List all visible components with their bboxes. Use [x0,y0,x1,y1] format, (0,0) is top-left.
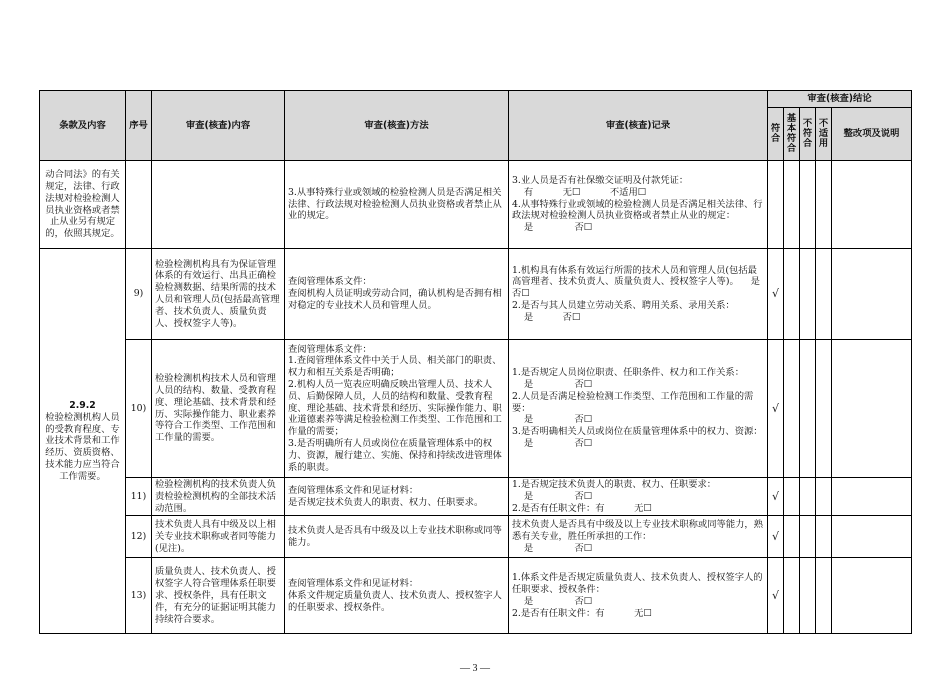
rectify-cell [832,516,912,558]
content-cell: 质量负责人、技术负责人、授权签字人符合管理体系任职要求、授权条件，具有任职文件，有充分的证据证明其能力持续符合要求。 [152,558,285,634]
check-nonconform [800,558,816,634]
check-nonconform [800,340,816,478]
seq-cell: 12) [126,516,152,558]
check-nonconform [800,478,816,516]
check-nonconform [800,161,816,249]
check-conform: √ [768,478,784,516]
record-cell: 技术负责人是否具有中级及以上专业技术职称或同等能力，熟悉有关专业，胜任所承担的工作： 是 否☐ [509,516,768,558]
content-cell: 检验检测机构技术人员和管理人员的结构、数量、受教育程度、理论基础、技术背景和经历、实际操作能力、职业素养等符合工作类型、工作范围和工作量的需要。 [152,340,285,478]
clause-cell: 动合同法》的有关规定，法律、行政法规对检验检测人员执业资格或者禁止从业另有规定的，依照其规定。 [40,161,126,249]
check-basic [784,249,800,340]
method-cell: 技术负责人是否具有中级及以上专业技术职称或同等能力。 [285,516,509,558]
record-cell: 1.机构具有体系有效运行所需的技术人员和管理人员(包括最高管理者、技术负责人、质量负责人、授权签字人等)。 是 否☐ 2.是否与其人员建立劳动关系、聘用关系、录用关系： 是 否☐ [509,249,768,340]
content-cell: 检验检测机构具有为保证管理体系的有效运行、出具正确检验检测数据、结果所需的技术人员和管理人员(包括最高管理者、技术负责人、质量负责人、授权签字人等)。 [152,249,285,340]
check-na [816,249,832,340]
content-cell [152,161,285,249]
header-clause: 条款及内容 [40,91,126,161]
rectify-cell [832,558,912,634]
rectify-cell [832,340,912,478]
seq-cell: 11) [126,478,152,516]
clause-text: 检验检测机构人员的受教育程度、专业技术背景和工作经历、资质资格、技术能力应当符合工作需要。 [45,411,120,482]
seq-cell: 13) [126,558,152,634]
table-row [40,516,912,558]
content-cell: 技术负责人具有中级及以上相关专业技术职称或者同等能力(见注)。 [152,516,285,558]
table-row [40,478,912,516]
check-nonconform [800,516,816,558]
check-basic [784,516,800,558]
table-row [40,249,912,340]
header-basic-conform: 基 本 符 合 [784,108,800,161]
seq-cell [126,161,152,249]
method-cell: 查阅管理体系文件： 查阅机构人员证明或劳动合同，确认机构是否拥有相对稳定的专业技术人员和管理人员。 [285,249,509,340]
method-cell: 查阅管理体系文件： 1.查阅管理体系文件中关于人员、相关部门的职责、权力和相互关系是否明确； 2.机构人员一览表应明确反映出管理人员、技术人员、后勤保障人员，人员的结构和数量、受教育程度、理论基础、技术背景和经历、实际操作能力、职业道德素养等满足检验检测工作类型、工作范围和工作量的需要； 3.是否明确所有人员或岗位在质量管理体系中的权力、资源，履行建立、实施、保持和持续改进管理体系的职责。 [285,340,509,478]
check-na [816,558,832,634]
page-number: — 3 — [460,663,490,674]
header-record: 审查(核查)记录 [509,91,768,161]
seq-cell: 10) [126,340,152,478]
check-basic [784,340,800,478]
header-seq: 序号 [126,91,152,161]
method-cell: 查阅管理体系文件和见证材料： 体系文件规定质量负责人、技术负责人、授权签字人的任职要求、授权条件。 [285,558,509,634]
check-conform: √ [768,249,784,340]
method-cell: 3.从事特殊行业或领域的检验检测人员是否满足相关法律、行政法规对检验检测人员执业资格或者禁止从业的规定。 [285,161,509,249]
check-na [816,516,832,558]
table-row [40,340,912,478]
check-na [816,340,832,478]
audit-table [39,90,912,634]
check-conform: √ [768,558,784,634]
header-conform: 符 合 [768,108,784,161]
clause-number: 2.9.2 [69,399,96,411]
record-cell: 1.是否规定人员岗位职责、任职条件、权力和工作关系： 是 否☐ 2.人员是否满足检验检测工作类型、工作范围和工作量的需要： 是 否☐ 3.是否明确相关人员或岗位在质量管理体系中的权力、资源： 是 否☐ [509,340,768,478]
rectify-cell [832,478,912,516]
check-basic [784,478,800,516]
record-cell: 1.体系文件是否规定质量负责人、技术负责人、授权签字人的任职要求、授权条件： 是 否☐ 2.是否有任职文件：有 无☐ [509,558,768,634]
header-conclusion: 审查(核查)结论 [768,91,912,108]
check-nonconform [800,249,816,340]
record-cell: 1.是否规定技术负责人的职责、权力、任职要求： 是 否☐ 2.是否有任职文件：有 无☐ [509,478,768,516]
check-conform [768,161,784,249]
rectify-cell [832,161,912,249]
rectify-cell [832,249,912,340]
header-not-applicable: 不 适 用 [816,108,832,161]
table-row [40,161,912,249]
check-conform: √ [768,340,784,478]
check-conform: √ [768,516,784,558]
clause-group-2-9-2 [40,249,126,634]
check-na [816,161,832,249]
header-content: 审查(核查)内容 [152,91,285,161]
check-na [816,478,832,516]
table-row [40,558,912,634]
header-method: 审查(核查)方法 [285,91,509,161]
content-cell: 检验检测机构的技术负责人负责检验检测机构的全部技术活动范围。 [152,478,285,516]
seq-cell: 9) [126,249,152,340]
check-basic [784,161,800,249]
header-rectify: 整改项及说明 [832,108,912,161]
record-cell: 3.业人员是否有社保缴交证明及付款凭证： 有 无☐ 不适用☐ 4.从事特殊行业或领域的检验检测人员是否满足相关法律、行政法规对检验检测人员执业资格或者禁止从业的规定： 是 否☐ [509,161,768,249]
header-nonconform: 不 符 合 [800,108,816,161]
check-basic [784,558,800,634]
method-cell: 查阅管理体系文件和见证材料： 是否规定技术负责人的职责、权力、任职要求。 [285,478,509,516]
